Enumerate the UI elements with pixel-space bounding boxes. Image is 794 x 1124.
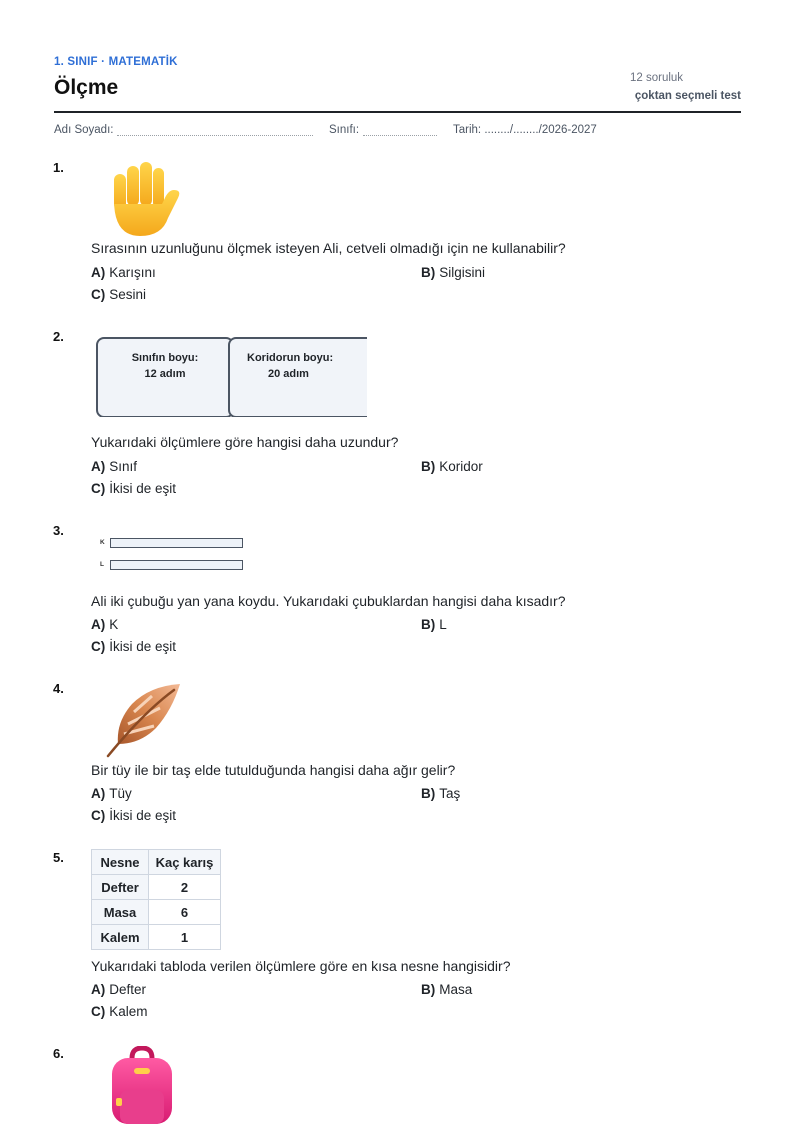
option-a[interactable] <box>91 982 146 997</box>
option-a[interactable] <box>91 617 118 632</box>
table-row <box>92 925 221 950</box>
page-title: Ölçme <box>54 76 119 99</box>
question-number: 4. <box>53 681 64 696</box>
option-c[interactable] <box>91 1004 148 1019</box>
measurement-box <box>228 337 367 417</box>
option-b[interactable] <box>421 786 460 801</box>
option-key: A) <box>91 459 106 474</box>
option-key: C) <box>91 808 106 823</box>
question-count: 12 soruluk <box>630 72 684 84</box>
option-b[interactable] <box>421 982 472 997</box>
backpack-icon <box>108 1046 176 1124</box>
option-text: Taş <box>439 786 461 801</box>
class-blank <box>363 125 437 136</box>
table-header: Kaç karış <box>149 850 221 875</box>
option-text: Kalem <box>109 1004 148 1019</box>
option-a[interactable] <box>91 459 137 474</box>
table-cell: Defter <box>92 875 149 900</box>
table-row <box>92 900 221 925</box>
table-cell: Masa <box>92 900 149 925</box>
measurement-table <box>91 849 221 950</box>
option-key: B) <box>421 617 436 632</box>
option-b[interactable] <box>421 459 483 474</box>
option-key: C) <box>91 1004 106 1019</box>
table-header: Nesne <box>92 850 149 875</box>
option-key: A) <box>91 265 106 280</box>
option-key: C) <box>91 287 106 302</box>
class-field <box>329 124 437 136</box>
question-text: Bir tüy ile bir taş elde tutulduğunda hangisi daha ağır gelir? <box>91 762 456 778</box>
option-c[interactable] <box>91 287 146 302</box>
option-text: Tüy <box>109 786 132 801</box>
question-text: Yukarıdaki tabloda verilen ölçümlere göre en kısa nesne hangisidir? <box>91 958 511 974</box>
bar-label: L <box>100 561 104 568</box>
table-cell: 2 <box>149 875 221 900</box>
question-text: Yukarıdaki ölçümlere göre hangisi daha uzundur? <box>91 434 399 450</box>
table-row <box>92 875 221 900</box>
option-c[interactable] <box>91 808 176 823</box>
table-header-row <box>92 850 221 875</box>
option-c[interactable] <box>91 481 176 496</box>
option-text: İkisi de eşit <box>109 808 177 823</box>
box-label: Koridorun boyu: <box>247 352 334 364</box>
question-number: 2. <box>53 329 64 344</box>
measurement-box <box>96 337 234 417</box>
option-text: K <box>109 617 119 632</box>
table-cell: 6 <box>149 900 221 925</box>
option-text: Koridor <box>439 459 483 474</box>
option-key: B) <box>421 982 436 997</box>
option-text: Masa <box>439 982 473 997</box>
name-label: Adı Soyadı: <box>54 124 114 136</box>
name-field <box>54 124 313 136</box>
option-b[interactable] <box>421 265 485 280</box>
table-cell: Kalem <box>92 925 149 950</box>
question-number: 1. <box>53 160 64 175</box>
option-key: B) <box>421 786 436 801</box>
test-type: çoktan seçmeli test <box>634 90 741 102</box>
header-divider <box>54 111 741 113</box>
option-key: A) <box>91 982 106 997</box>
option-text: Silgisini <box>439 265 486 280</box>
subject-label: 1. SINIF · MATEMATİK <box>54 56 178 68</box>
question-text: Ali iki çubuğu yan yana koydu. Yukarıdaki çubuklardan hangisi daha kısadır? <box>91 593 566 609</box>
option-text: L <box>439 617 447 632</box>
stick-bar <box>110 560 243 570</box>
raised-hand-icon <box>110 160 182 238</box>
option-text: İkisi de eşit <box>109 639 177 654</box>
feather-icon <box>104 682 184 758</box>
question-text: Sırasının uzunluğunu ölçmek isteyen Ali, cetveli olmadığı için ne kullanabilir? <box>91 240 566 256</box>
option-key: A) <box>91 617 106 632</box>
question-number: 6. <box>53 1046 64 1061</box>
option-c[interactable] <box>91 639 176 654</box>
class-label: Sınıfı: <box>329 124 360 136</box>
option-key: A) <box>91 786 106 801</box>
table-cell: 1 <box>149 925 221 950</box>
option-b[interactable] <box>421 617 447 632</box>
option-key: B) <box>421 459 436 474</box>
option-key: B) <box>421 265 436 280</box>
option-text: Sesini <box>109 287 147 302</box>
date-field <box>453 124 597 136</box>
box-label: Sınıfın boyu: <box>131 352 199 364</box>
measurement-boxes <box>91 335 367 417</box>
option-key: C) <box>91 481 106 496</box>
question-number: 5. <box>53 850 64 865</box>
option-a[interactable] <box>91 265 156 280</box>
option-text: İkisi de eşit <box>109 481 177 496</box>
box-value: 20 adım <box>268 368 309 380</box>
option-key: C) <box>91 639 106 654</box>
date-label: Tarih: ......../......../2026-2027 <box>453 124 597 136</box>
option-text: Defter <box>109 982 147 997</box>
option-text: Sınıf <box>109 459 138 474</box>
bar-label: K <box>100 539 105 546</box>
option-a[interactable] <box>91 786 132 801</box>
name-blank <box>117 125 313 136</box>
box-value: 12 adım <box>144 368 186 380</box>
stick-bar <box>110 538 243 548</box>
option-text: Karışını <box>109 265 156 280</box>
question-number: 3. <box>53 523 64 538</box>
